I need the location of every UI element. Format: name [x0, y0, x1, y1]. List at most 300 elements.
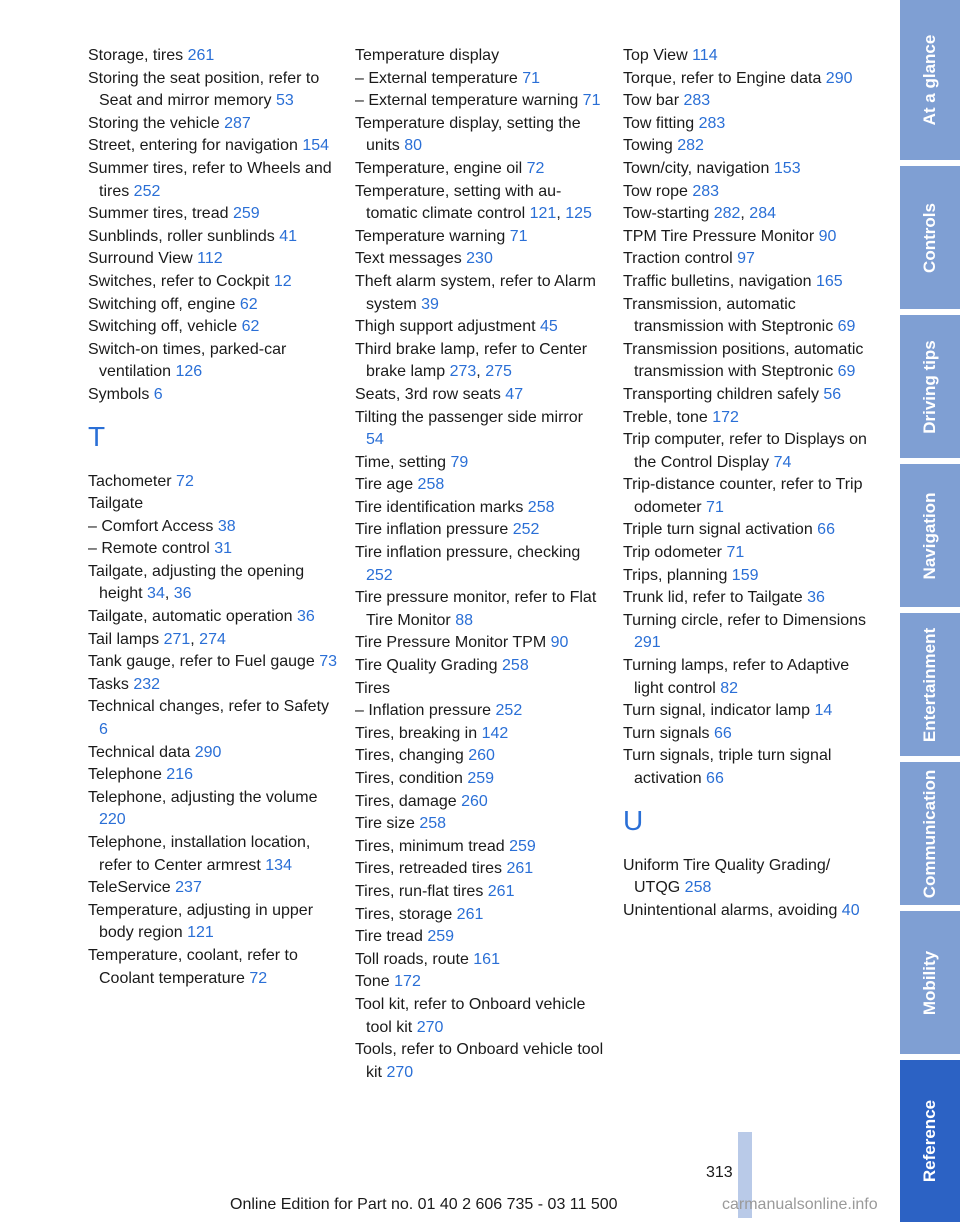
index-entry	[88, 742, 338, 765]
index-entry-text: Street, entering for navigation	[88, 137, 303, 155]
page-reference-link[interactable]: 258	[502, 657, 529, 675]
page-reference-link[interactable]: 259	[467, 770, 495, 787]
index-entry	[623, 855, 873, 900]
index-entry	[355, 791, 605, 814]
index-entry	[355, 994, 605, 1039]
index-entry	[88, 877, 338, 900]
index-entry-text: Tow fitting	[623, 114, 699, 132]
page-reference-link[interactable]: 12	[273, 272, 292, 290]
page-reference-link[interactable]: 258	[527, 498, 555, 516]
tab-entertainment[interactable]: Entertainment	[900, 613, 960, 756]
page-reference-link[interactable]: 260	[468, 747, 495, 765]
page-reference-link[interactable]: 252	[366, 566, 393, 584]
index-entry	[355, 68, 605, 91]
index-entry-text: Temperature display	[355, 47, 500, 64]
page-reference-link[interactable]: 71	[726, 544, 745, 562]
index-entry	[355, 271, 605, 316]
index-entry: Tail lamps 271, 274	[88, 630, 226, 648]
index-entry	[623, 271, 873, 294]
index-entry-text: Transporting children safely	[623, 385, 824, 403]
index-entry	[623, 384, 873, 407]
index-entry-text: Tires, breaking in	[355, 724, 482, 742]
index-entry-text: Tailgate, automatic operation	[88, 608, 298, 626]
index-letter-heading: U	[623, 804, 644, 836]
page-reference-link[interactable]: 220	[99, 811, 126, 829]
page-reference-link[interactable]: 270	[386, 1063, 414, 1081]
page-reference-link[interactable]: 88	[455, 611, 473, 629]
index-entry	[623, 339, 873, 384]
index-entry-text: Toll roads, route	[355, 950, 474, 968]
index-entry	[623, 68, 873, 91]
page-reference-link[interactable]: 273	[449, 363, 477, 381]
index-entry-text: Tire identification marks	[355, 498, 528, 516]
index-entry	[88, 538, 338, 561]
index-entry	[355, 542, 605, 587]
page-reference-link[interactable]: 282	[677, 137, 704, 155]
index-entry	[88, 203, 338, 226]
page-reference-link[interactable]: 161	[473, 950, 500, 968]
index-entry	[88, 294, 338, 317]
index-entry	[355, 407, 605, 452]
index-entry	[623, 900, 873, 923]
index-entry-text: Transmission, automatic transmission with Steptronic	[623, 295, 838, 336]
index-entry	[355, 723, 605, 746]
index-entry	[355, 655, 605, 678]
index-entry	[88, 135, 338, 158]
index-entry-text: Time, setting	[355, 453, 451, 471]
page-reference-link[interactable]: 261	[506, 860, 534, 878]
index-entry-text: Tire inflation pressure	[355, 521, 513, 539]
page-reference-link[interactable]: 271	[163, 630, 191, 648]
index-entry	[623, 723, 873, 746]
index-entry-text: Turn signals, triple turn signal activation	[623, 747, 832, 787]
index-entry-text: Trip-distance counter, refer to Trip odometer	[623, 476, 863, 516]
page-reference-link[interactable]: 154	[302, 137, 330, 155]
index-entry	[88, 516, 338, 539]
index-entry-text: Tools, refer to Onboard vehicle tool kit	[355, 1041, 604, 1081]
index-entry-text: Trips, planning	[623, 566, 732, 584]
index-entry-text: Tires, condition	[355, 770, 468, 787]
index-entry	[88, 316, 338, 339]
index-entry-text: Treble, tone	[623, 408, 713, 426]
index-entry	[623, 700, 873, 723]
index-entry-text: Temperature, engine oil	[355, 159, 527, 177]
page-reference-link[interactable]: 252	[133, 182, 161, 200]
page-reference-link[interactable]: 121	[529, 205, 557, 223]
index-entry-text: Trip odometer	[623, 544, 727, 562]
page-reference-link[interactable]: 142	[481, 724, 509, 742]
page-reference-link[interactable]: 31	[214, 540, 233, 558]
index-entry-text: Switches, refer to Cockpit	[88, 272, 274, 290]
page-reference-link[interactable]: 126	[175, 363, 203, 381]
page-reference-link[interactable]: 71	[522, 69, 540, 87]
page-reference-link[interactable]: 258	[417, 476, 445, 494]
page-reference-link[interactable]: 259	[232, 205, 260, 223]
index-entry-text: Technical changes, refer to Safety	[88, 698, 330, 716]
index-entry-text: Storage, tires	[88, 47, 188, 64]
index-entry	[88, 696, 338, 741]
page-reference-link[interactable]: 284	[749, 205, 776, 223]
index-entry: Third brake lamp, refer to Center brake lamp 273, 275	[355, 340, 588, 381]
page-reference-link[interactable]: 53	[275, 92, 294, 110]
index-entry-text: Trunk lid, refer to Tailgate	[623, 589, 808, 607]
index-entry-text: Theft alarm system, refer to Alarm system	[355, 272, 596, 313]
index-entry	[623, 745, 873, 790]
index-entry	[88, 158, 338, 203]
page-reference-link[interactable]: 230	[466, 250, 493, 268]
index-entry	[88, 68, 338, 113]
index-entry-text: Traction control	[623, 250, 738, 268]
page-reference-link[interactable]: 90	[818, 227, 837, 245]
index-entry	[355, 45, 605, 68]
index-entry-text: TPM Tire Pressure Monitor	[623, 227, 819, 245]
page-reference-link[interactable]: 97	[737, 250, 755, 268]
index-entry	[355, 632, 605, 655]
index-entry-text: – External temperature	[355, 69, 523, 87]
index-entry	[88, 271, 338, 294]
index-entry-text: Tone	[355, 973, 395, 991]
tab-reference[interactable]: Reference	[900, 1060, 960, 1222]
page-reference-link[interactable]: 216	[166, 766, 193, 784]
tab-driving-tips[interactable]: Driving tips	[900, 315, 960, 458]
index-entry-text: Temperature, setting with automatic climate control	[355, 182, 562, 223]
index-entry-text: Tire Pressure Monitor TPM	[355, 634, 551, 652]
tab-navigation[interactable]: Navigation	[900, 464, 960, 607]
index-entry	[88, 471, 338, 494]
index-entry	[88, 248, 338, 271]
footer-text: Online Edition for Part no. 01 40 2 606 735 - 03 11 500	[230, 1196, 618, 1213]
page-reference-link[interactable]: 41	[279, 227, 298, 245]
index-entry	[623, 519, 873, 542]
page-reference-link[interactable]: 290	[194, 743, 222, 761]
page-reference-link[interactable]: 54	[366, 431, 384, 449]
index-entry	[623, 248, 873, 271]
index-entry-text: Top View	[623, 47, 693, 64]
index-entry-text: Switching off, engine	[88, 295, 240, 313]
index-entry	[623, 135, 873, 158]
index-entry-text: Transmission positions, automatic transmission with Steptronic	[623, 340, 864, 381]
index-entry	[355, 452, 605, 475]
index-entry-text: Tires, storage	[355, 905, 457, 923]
page-reference-link[interactable]: 71	[582, 92, 601, 110]
index-entry	[355, 587, 605, 632]
page-reference-link[interactable]: 275	[485, 363, 512, 381]
index-entry	[88, 606, 338, 629]
index-entry	[88, 832, 338, 877]
page-reference-link[interactable]: 56	[823, 385, 842, 403]
page-reference-link[interactable]: 82	[720, 679, 739, 697]
index-entry-text: Tow bar	[623, 92, 684, 110]
index-entry-text: Seats, 3rd row seats	[355, 385, 506, 403]
page-reference-link[interactable]: 72	[249, 969, 268, 987]
index-entry-text: Tire age	[355, 476, 418, 494]
index-entry-text: Tires, run-flat tires	[355, 882, 488, 900]
page-reference-link[interactable]: 47	[505, 385, 524, 403]
page-reference-link[interactable]: 66	[714, 724, 732, 742]
index-entry	[355, 678, 605, 701]
index-entry-text: Summer tires, tread	[88, 205, 233, 223]
index-entry-text: Tasks	[88, 675, 134, 693]
page-reference-link[interactable]: 283	[683, 92, 711, 110]
tab-communication[interactable]: Communication	[900, 762, 960, 905]
page-reference-link[interactable]: 79	[450, 453, 469, 471]
section-tabs	[900, 0, 960, 1222]
index-entry-text: Third brake lamp, refer to Center brake lamp	[355, 340, 588, 381]
page-reference-link[interactable]: 153	[773, 159, 801, 177]
index-entry	[88, 226, 338, 249]
page-reference-link[interactable]: 159	[731, 566, 759, 584]
index-entry-text: – External temperature warning	[355, 92, 583, 110]
index-entry	[623, 429, 873, 474]
index-entry	[355, 113, 605, 158]
index-entry-text: Summer tires, refer to Wheels and tires	[88, 159, 332, 200]
index-entry-text: Switching off, vehicle	[88, 318, 242, 336]
page-reference-link[interactable]: 73	[319, 653, 338, 671]
index-entry-text: Turning circle, refer to Dimensions	[623, 611, 867, 629]
page-reference-link[interactable]: 90	[550, 634, 569, 652]
page-reference-link[interactable]: 270	[416, 1018, 444, 1036]
tab-controls[interactable]: Controls	[900, 166, 960, 309]
page-reference-link[interactable]: 36	[173, 585, 192, 603]
page-reference-link[interactable]: 38	[217, 517, 236, 535]
page-reference-link[interactable]: 72	[176, 472, 194, 490]
page-reference-link[interactable]: 232	[133, 675, 161, 693]
page-reference-link[interactable]: 258	[419, 815, 447, 833]
index-entry-text: Switch-on times, parked-car ventilation	[88, 340, 287, 381]
index-entry-text: Storing the seat position, refer to Seat and mirror memory	[88, 69, 320, 110]
index-entry-text: Temperature warning	[355, 227, 510, 245]
index-entry	[623, 45, 873, 68]
index-entry-text: Surround View	[88, 250, 198, 268]
page-reference-link[interactable]: 172	[394, 973, 421, 991]
index-entry	[88, 384, 338, 407]
page-reference-link[interactable]: 165	[816, 272, 843, 290]
page-reference-link[interactable]: 237	[175, 879, 202, 897]
index-entry-text: TeleService	[88, 879, 176, 897]
page-reference-link[interactable]: 69	[837, 363, 856, 381]
index-column-2	[355, 45, 605, 1084]
index-entry	[355, 858, 605, 881]
page-reference-link[interactable]: 74	[773, 453, 792, 471]
index-entry-text: Telephone, installation location, refer to Center armrest	[88, 834, 311, 874]
index-entry	[88, 945, 338, 990]
index-column-1	[88, 45, 338, 990]
page-reference-link[interactable]: 66	[706, 770, 724, 787]
page-reference-link[interactable]: 36	[807, 589, 825, 607]
index-entry-text: – Remote control	[88, 540, 215, 558]
page-number: 313	[706, 1164, 733, 1181]
page-reference-link[interactable]: 258	[684, 879, 712, 897]
index-entry-text: Tire size	[355, 815, 420, 833]
index-entry	[355, 926, 605, 949]
page-reference-link[interactable]: 290	[825, 69, 853, 87]
index-entry-text: Tail lamps	[88, 630, 164, 648]
index-entry-text: Torque, refer to Engine data	[623, 69, 826, 87]
index-entry-text: Tailgate, adjusting the opening height	[88, 562, 305, 603]
index-entry: Tailgate, adjusting the opening height 34, 36	[88, 562, 305, 603]
page-reference-link[interactable]: 62	[241, 318, 260, 336]
index-entry	[355, 813, 605, 836]
index-entry-text: Tire tread	[355, 928, 428, 946]
page-reference-link[interactable]: 261	[487, 882, 515, 900]
index-entry-text: Turn signals	[623, 724, 714, 742]
index-entry	[623, 113, 873, 136]
page-reference-link[interactable]: 71	[706, 498, 724, 516]
index-entry	[355, 90, 605, 113]
index-entry-text: Uniform Tire Quality Grading/ UTQG	[623, 856, 831, 897]
index-entry-text: Sunblinds, roller sunblinds	[88, 227, 280, 245]
index-entry	[88, 900, 338, 945]
page-reference-link[interactable]: 66	[817, 521, 835, 539]
page-reference-link[interactable]: 282	[713, 205, 741, 223]
index-entry	[623, 90, 873, 113]
index-entry	[623, 181, 873, 204]
page-reference-link[interactable]: 40	[841, 901, 860, 919]
tab-at-a-glance[interactable]: At a glance	[900, 0, 960, 160]
index-entry-text: Temperature display, setting the units	[355, 114, 581, 155]
index-entry	[623, 565, 873, 588]
index-entry-text: Storing the vehicle	[88, 114, 225, 132]
tab-mobility[interactable]: Mobility	[900, 911, 960, 1054]
page-reference-link[interactable]: 259	[509, 837, 536, 855]
index-entry	[88, 493, 338, 516]
index-entry	[88, 651, 338, 674]
page-reference-link[interactable]: 261	[187, 47, 215, 64]
page-reference-link[interactable]: 39	[421, 295, 439, 313]
index-entry-text: Tires, changing	[355, 747, 469, 765]
index-entry	[355, 836, 605, 859]
index-entry	[623, 587, 873, 610]
index-entry	[355, 474, 605, 497]
index-entry-text: Tire inflation pressure, checking	[355, 544, 581, 562]
index-entry-text: Tires	[355, 679, 390, 697]
index-entry-text: Triple turn signal activation	[623, 521, 818, 539]
index-entry-text: Tachometer	[88, 472, 177, 490]
index-entry	[355, 1039, 605, 1084]
index-entry	[355, 949, 605, 972]
page-reference-link[interactable]: 114	[692, 47, 718, 64]
index-entry-text: Text messages	[355, 250, 467, 268]
index-entry: Tow-starting 282, 284	[623, 205, 776, 223]
page-reference-link[interactable]: 260	[461, 792, 488, 810]
index-entry	[88, 45, 338, 68]
page-reference-link[interactable]: 6	[153, 385, 163, 403]
index-column-3	[623, 45, 873, 922]
index-entry	[355, 768, 605, 791]
page-reference-link[interactable]: 172	[712, 408, 739, 426]
index-entry-text: Temperature, adjusting in upper body region	[88, 901, 314, 942]
index-entry	[355, 158, 605, 181]
index-entry-text: Turning lamps, refer to Adaptive light control	[623, 657, 850, 697]
index-entry	[623, 294, 873, 339]
index-entry	[355, 248, 605, 271]
index-entry	[88, 674, 338, 697]
page-reference-link[interactable]: 71	[509, 227, 528, 245]
index-entry-text: Turn signal, indicator lamp	[623, 702, 815, 720]
index-entry	[88, 113, 338, 136]
index-entry: Temperature, setting with automatic climate control 121, 125	[355, 182, 592, 223]
index-entry-text: Technical data	[88, 743, 195, 761]
index-entry-text: Telephone, adjusting the volume	[88, 788, 318, 806]
index-entry-text: Tool kit, refer to Onboard vehicle tool kit	[355, 995, 586, 1036]
page-reference-link[interactable]: 261	[456, 905, 484, 923]
index-entry	[355, 226, 605, 249]
index-entry-text: Tires, minimum tread	[355, 837, 510, 855]
index-entry	[355, 497, 605, 520]
index-entry-text: Thigh support adjustment	[355, 318, 540, 336]
index-entry-text: Tire pressure monitor, refer to Flat Tire Monitor	[355, 589, 597, 629]
index-entry-text: Trip computer, refer to Displays on the Control Display	[623, 431, 867, 471]
index-entry	[88, 787, 338, 832]
page-reference-link[interactable]: 134	[265, 856, 292, 874]
index-entry-text: – Comfort Access	[88, 517, 218, 535]
index-entry	[355, 745, 605, 768]
page-reference-link[interactable]: 112	[197, 250, 223, 268]
index-entry	[623, 542, 873, 565]
index-entry-text: Temperature, coolant, refer to Coolant temperature	[88, 946, 298, 987]
page-reference-link[interactable]: 125	[565, 205, 592, 223]
page-reference-link[interactable]: 283	[698, 114, 726, 132]
index-entry	[623, 655, 873, 700]
page-reference-link[interactable]: 287	[224, 114, 251, 132]
page-reference-link[interactable]: 14	[814, 702, 833, 720]
page-reference-link[interactable]: 283	[692, 182, 720, 200]
page-reference-link[interactable]: 6	[99, 721, 108, 739]
page-reference-link[interactable]: 69	[837, 318, 856, 336]
index-entry	[355, 316, 605, 339]
index-entry-text: Traffic bulletins, navigation	[623, 272, 816, 290]
index-letter-heading: T	[88, 420, 106, 452]
index-entry-text: Tires, damage	[355, 792, 462, 810]
index-entry-text: Tailgate	[88, 495, 144, 513]
index-entry	[355, 971, 605, 994]
index-entry	[88, 764, 338, 787]
page-reference-link[interactable]: 36	[297, 608, 315, 626]
page-reference-link[interactable]: 121	[187, 924, 214, 942]
index-entry-text: Tow-starting	[623, 205, 714, 223]
index-entry	[623, 158, 873, 181]
index-entry-text: Tank gauge, refer to Fuel gauge	[88, 653, 320, 671]
index-entry-text: Towing	[623, 137, 678, 155]
index-entry-text: Unintentional alarms, avoiding	[623, 901, 842, 919]
index-entry-text: Town/city, navigation	[623, 159, 774, 177]
page-reference-link[interactable]: 62	[239, 295, 258, 313]
index-entry	[623, 610, 873, 655]
index-entry	[623, 474, 873, 519]
index-entry-text: Tire Quality Grading	[355, 657, 503, 675]
page-reference-link[interactable]: 80	[404, 137, 423, 155]
index-entry-text: Telephone	[88, 766, 167, 784]
watermark: carmanualsonline.info	[722, 1196, 878, 1213]
index-entry-text: Tow rope	[623, 182, 693, 200]
index-entry	[623, 407, 873, 430]
page-reference-link[interactable]: 45	[540, 318, 558, 336]
index-entry	[355, 384, 605, 407]
index-entry	[355, 881, 605, 904]
index-entry-text: Tires, retreaded tires	[355, 860, 507, 878]
index-entry-text: Tilting the passenger side mirror	[355, 408, 583, 426]
page-reference-link[interactable]: 252	[512, 521, 540, 539]
page-reference-link[interactable]: 291	[634, 634, 661, 652]
page-reference-link[interactable]: 259	[427, 928, 455, 946]
index-entry	[355, 904, 605, 927]
page-reference-link[interactable]: 72	[526, 159, 545, 177]
page-reference-link[interactable]: 34	[147, 585, 165, 603]
index-entry	[355, 519, 605, 542]
index-entry-text: – Inflation pressure	[355, 702, 496, 720]
page-reference-link[interactable]: 274	[199, 630, 226, 648]
page-reference-link[interactable]: 252	[495, 702, 523, 720]
